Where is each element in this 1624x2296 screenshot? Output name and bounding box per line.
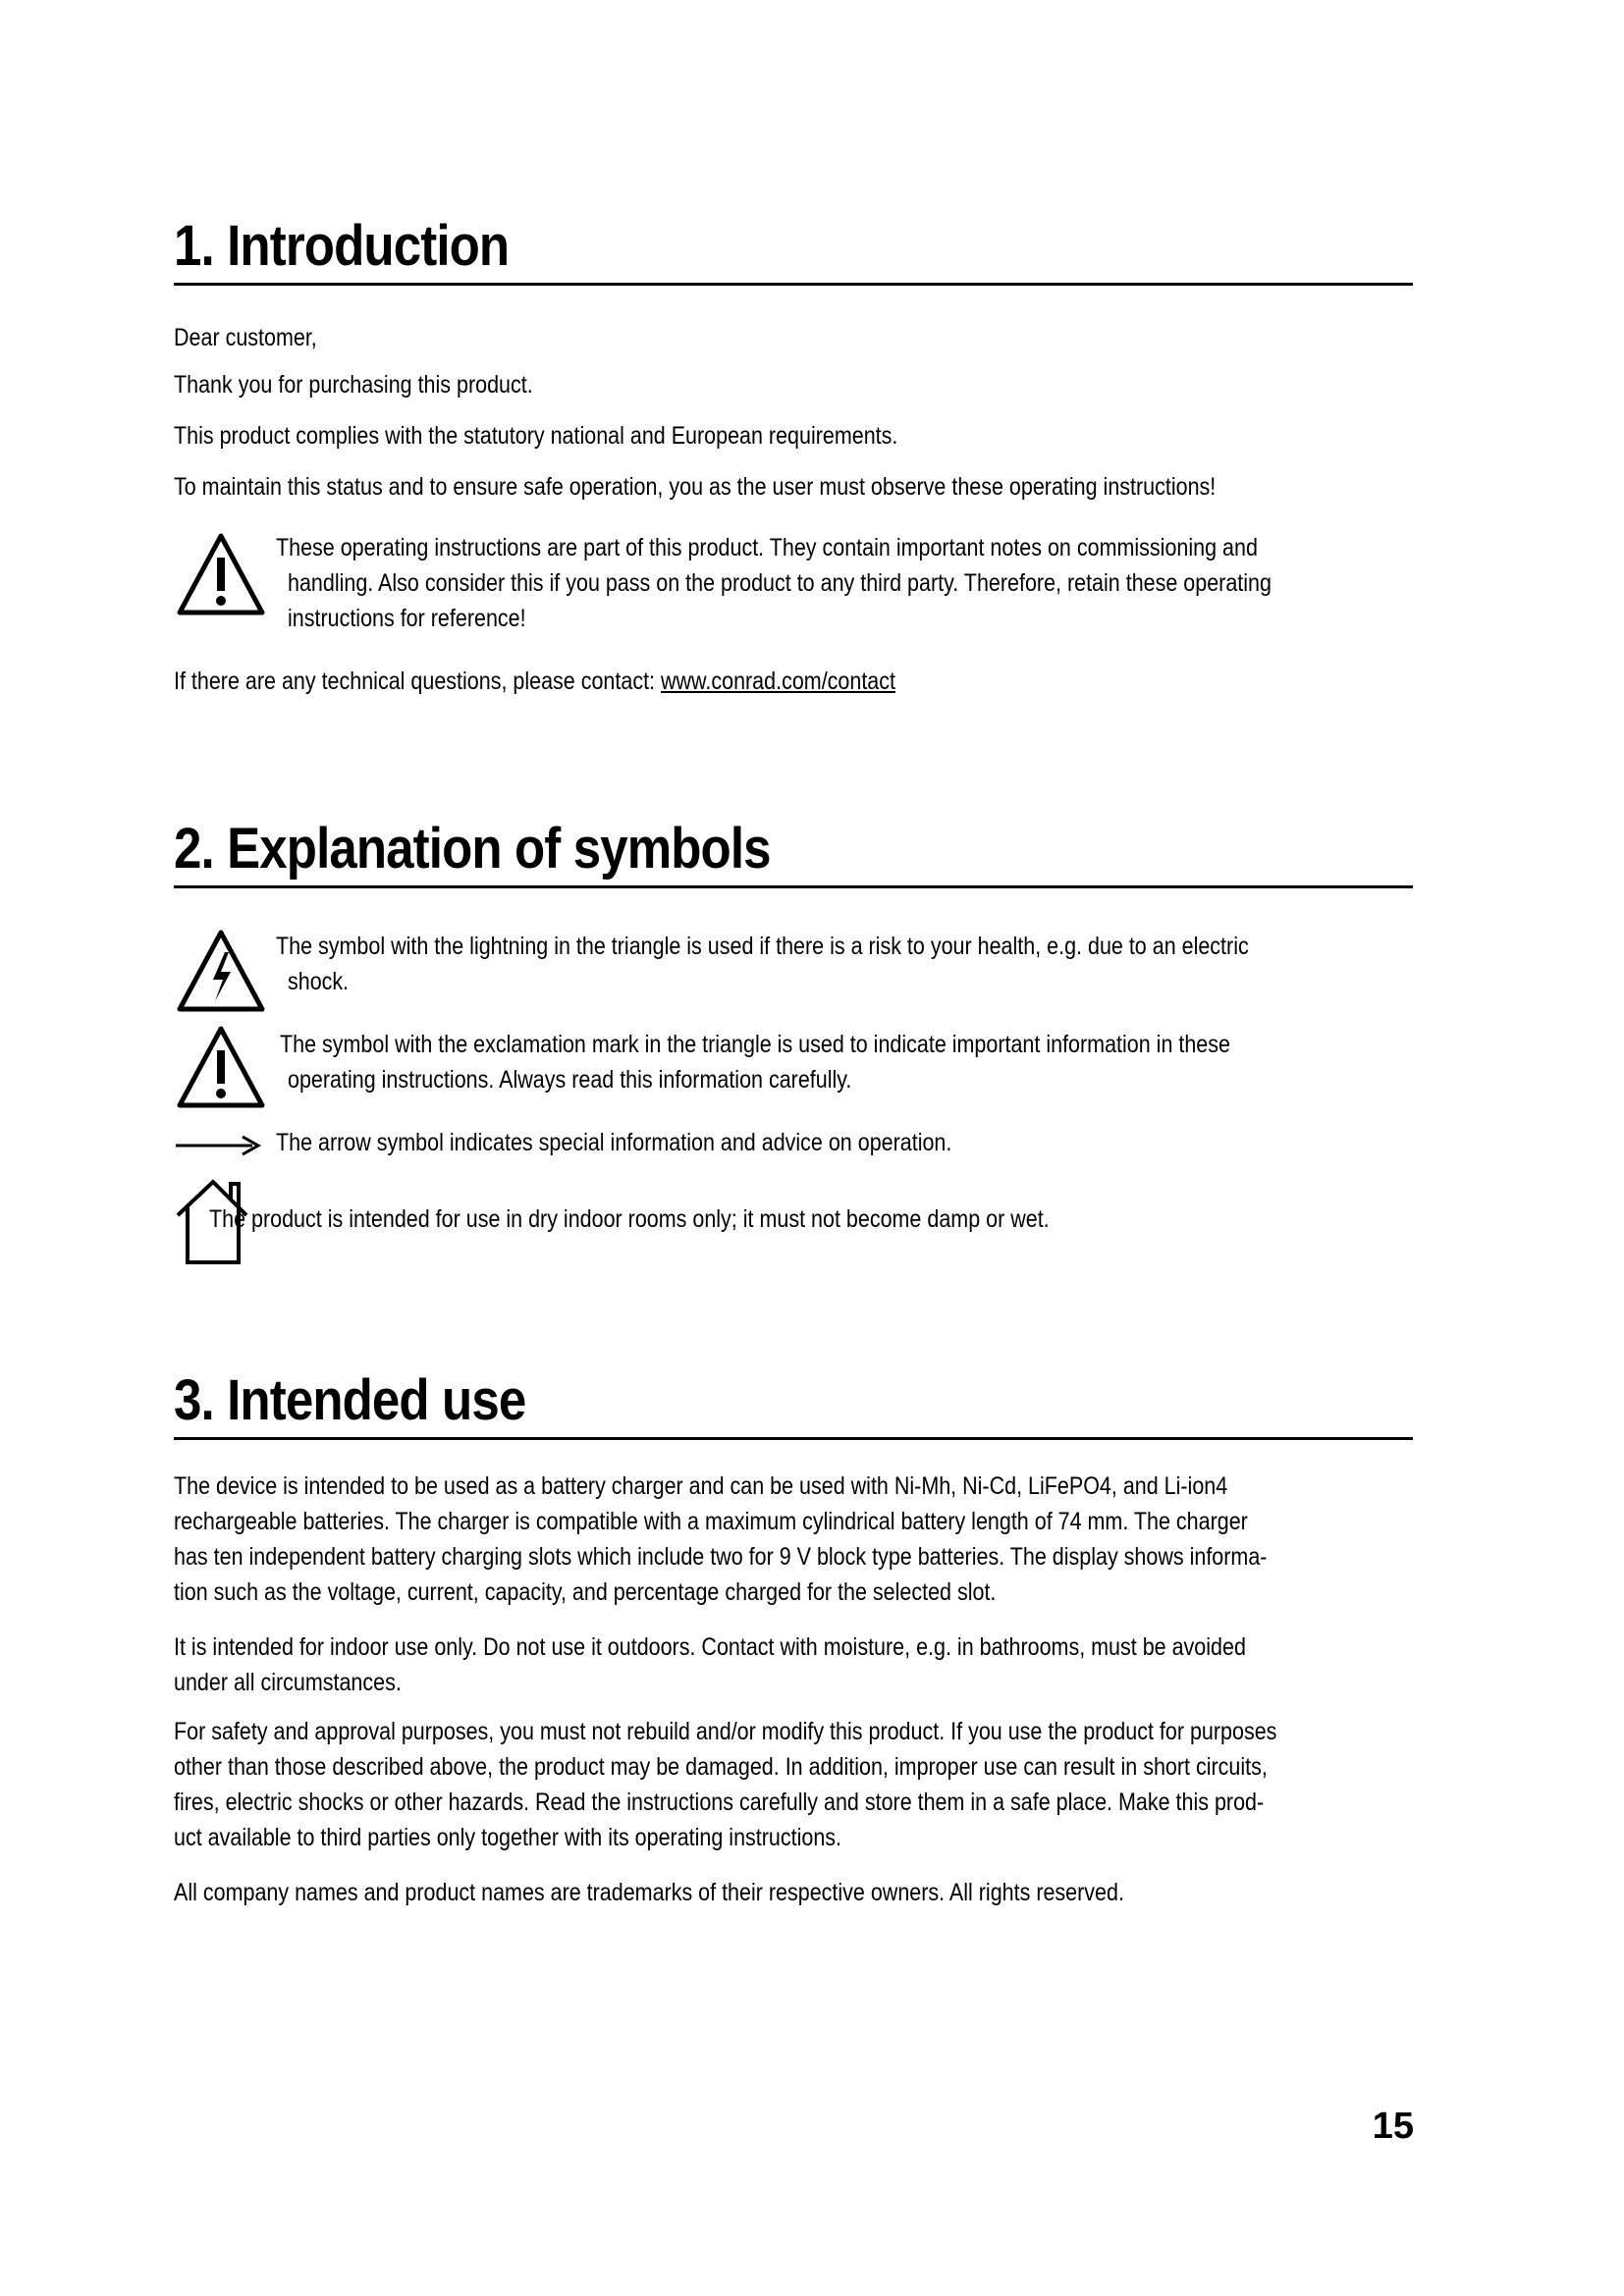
heading-rule <box>174 1437 1413 1440</box>
page-number: 15 <box>1372 2106 1414 2147</box>
intended-use-paragraph-4 <box>174 1875 1416 1910</box>
arrow-text <box>276 1125 1061 1160</box>
exclamation-line: The symbol with the exclamation mark in the triangle is used to indicate important information in these <box>280 1031 1230 1058</box>
p2-line: under all circumstances. <box>174 1669 402 1696</box>
section-title: 3. Intended use <box>174 1368 526 1432</box>
warning-text <box>276 530 1432 636</box>
contact-prefix: If there are any technical questions, please contact: <box>174 667 661 695</box>
p1-line: tion such as the voltage, current, capacity, and percentage charged for the selected slot. <box>174 1578 997 1606</box>
symbol-row-arrow <box>174 1131 1416 1170</box>
p3-line: uct available to third parties only together with its operating instructions. <box>174 1824 842 1851</box>
intro-thanks <box>174 367 1416 402</box>
section-title: 1. Introduction <box>174 214 510 278</box>
house-text <box>209 1201 1186 1237</box>
p1-line: rechargeable batteries. The charger is compatible with a maximum cylindrical battery length of 74 mm. The charger <box>174 1508 1248 1535</box>
lightning-line: The symbol with the lightning in the triangle is used if there is a risk to your health, e.g. due to an electric <box>276 933 1249 960</box>
p1-line: has ten independent battery charging slots which include two for 9 V block type batteries. The display shows informa- <box>174 1543 1268 1571</box>
intended-use-paragraph-1 <box>174 1468 1416 1610</box>
symbol-row-lightning <box>174 927 1416 1017</box>
symbol-row-exclamation <box>174 1023 1416 1113</box>
exclamation-triangle-icon <box>174 530 268 618</box>
section-title: 2. Explanation of symbols <box>174 817 771 881</box>
complies-text: This product complies with the statutory national and European requirements. <box>174 422 898 450</box>
exclamation-line: operating instructions. Always read this information carefully. <box>288 1066 852 1094</box>
intro-warning-note <box>174 530 1416 638</box>
intended-use-paragraph-2 <box>174 1629 1416 1700</box>
warning-line: These operating instructions are part of this product. They contain important notes on commissioning and <box>276 534 1258 561</box>
p2-line: It is intended for indoor use only. Do not use it outdoors. Contact with moisture, e.g. in bathrooms, must be avoided <box>174 1633 1246 1661</box>
greeting-text: Dear customer, <box>174 324 317 351</box>
maintain-text: To maintain this status and to ensure safe operation, you as the user must observe these operating instructions! <box>174 473 1217 501</box>
warning-line: handling. Also consider this if you pass on the product to any third party. Therefore, retain these operating <box>288 569 1272 597</box>
lightning-triangle-icon <box>174 927 268 1015</box>
thanks-text: Thank you for purchasing this product. <box>174 371 533 399</box>
intro-contact <box>174 664 1416 699</box>
intro-complies <box>174 418 1416 454</box>
p1-line: The device is intended to be used as a battery charger and can be used with Ni-Mh, Ni-Cd, LiFePO4, and Li-ion4 <box>174 1472 1228 1500</box>
intended-use-paragraph-3 <box>174 1714 1416 1855</box>
arrow-right-icon <box>174 1131 262 1160</box>
p4-line: All company names and product names are trademarks of their respective owners. All rights reserved. <box>174 1879 1124 1906</box>
house-line: The product is intended for use in dry indoor rooms only; it must not become damp or wet. <box>209 1205 1050 1233</box>
intro-maintain <box>174 469 1416 505</box>
lightning-line: shock. <box>288 968 350 995</box>
contact-link[interactable]: www.conrad.com/contact <box>660 667 895 695</box>
arrow-line: The arrow symbol indicates special information and advice on operation. <box>276 1129 952 1156</box>
p3-line: fires, electric shocks or other hazards. Read the instructions carefully and store them in a safe place. Make this prod- <box>174 1789 1265 1816</box>
intro-greeting <box>174 320 1416 355</box>
section-heading-symbols <box>174 817 1413 888</box>
section-heading-intended-use <box>174 1368 1413 1440</box>
section-heading-introduction <box>174 214 1413 286</box>
heading-rule <box>174 283 1413 286</box>
exclamation-triangle-icon <box>174 1023 268 1111</box>
heading-rule <box>174 885 1413 888</box>
p3-line: For safety and approval purposes, you must not rebuild and/or modify this product. If you use the product for purposes <box>174 1718 1277 1745</box>
p3-line: other than those described above, the product may be damaged. In addition, improper use can result in short circuits, <box>174 1753 1268 1781</box>
symbol-row-house <box>174 1176 1416 1270</box>
lightning-text <box>276 929 1407 999</box>
warning-line: instructions for reference! <box>288 605 526 632</box>
exclamation-text <box>280 1027 1385 1097</box>
